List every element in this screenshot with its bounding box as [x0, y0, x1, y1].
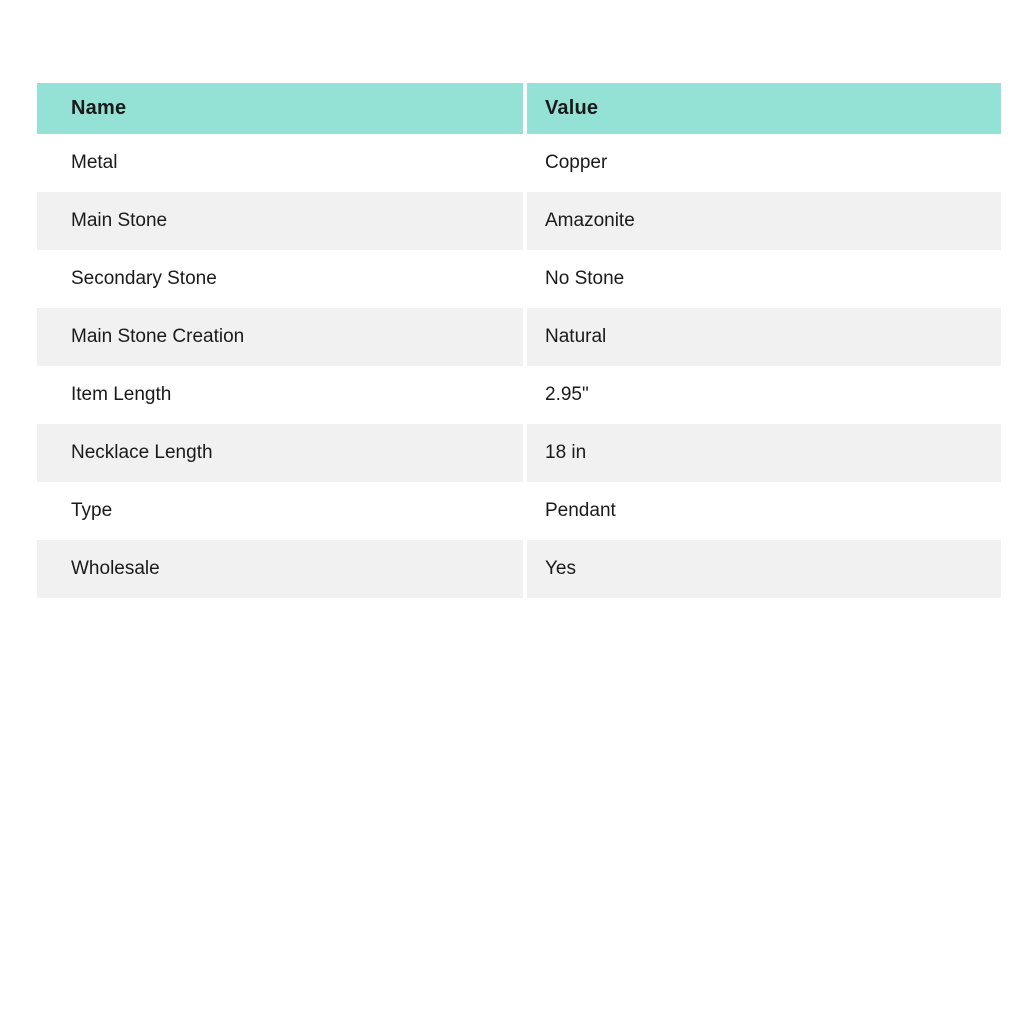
attribute-name-cell [37, 250, 523, 308]
header-cell-value [527, 83, 1001, 134]
column-header-value-label: Value [545, 97, 599, 119]
table-row [37, 308, 1001, 366]
attributes-table [37, 83, 1001, 598]
attribute-value-cell [527, 134, 1001, 192]
attribute-name: Metal [71, 152, 118, 173]
attribute-name-cell [37, 540, 523, 598]
attribute-value-cell [527, 540, 1001, 598]
attribute-value: Copper [545, 152, 608, 173]
attribute-value-cell [527, 366, 1001, 424]
table-body [37, 134, 1001, 598]
attribute-name: Necklace Length [71, 442, 213, 463]
table-row [37, 482, 1001, 540]
attribute-value-cell [527, 192, 1001, 250]
attribute-value-cell [527, 308, 1001, 366]
attribute-name: Wholesale [71, 558, 160, 579]
attribute-name-cell [37, 308, 523, 366]
table-row [37, 192, 1001, 250]
attribute-value: No Stone [545, 268, 625, 289]
attribute-name-cell [37, 192, 523, 250]
attribute-name: Type [71, 500, 113, 521]
attribute-name: Item Length [71, 384, 172, 405]
attribute-value: 2.95" [545, 384, 589, 405]
attribute-value-cell [527, 424, 1001, 482]
table-row [37, 540, 1001, 598]
attribute-value-cell [527, 482, 1001, 540]
attribute-name-cell [37, 366, 523, 424]
attribute-value: Yes [545, 558, 576, 579]
table-row [37, 424, 1001, 482]
attribute-name: Main Stone [71, 210, 168, 231]
attribute-name-cell [37, 482, 523, 540]
table-header-row [37, 83, 1001, 134]
table-row [37, 366, 1001, 424]
attribute-name: Main Stone Creation [71, 326, 245, 347]
attribute-value: Amazonite [545, 210, 635, 231]
attribute-value: Natural [545, 326, 607, 347]
attribute-name-cell [37, 134, 523, 192]
attribute-value: Pendant [545, 500, 616, 521]
attribute-value: 18 in [545, 442, 587, 463]
attribute-name-cell [37, 424, 523, 482]
attribute-value-cell [527, 250, 1001, 308]
table-row [37, 250, 1001, 308]
attribute-name: Secondary Stone [71, 268, 217, 289]
header-cell-name [37, 83, 523, 134]
table-row [37, 134, 1001, 192]
column-header-name-label: Name [71, 97, 127, 119]
